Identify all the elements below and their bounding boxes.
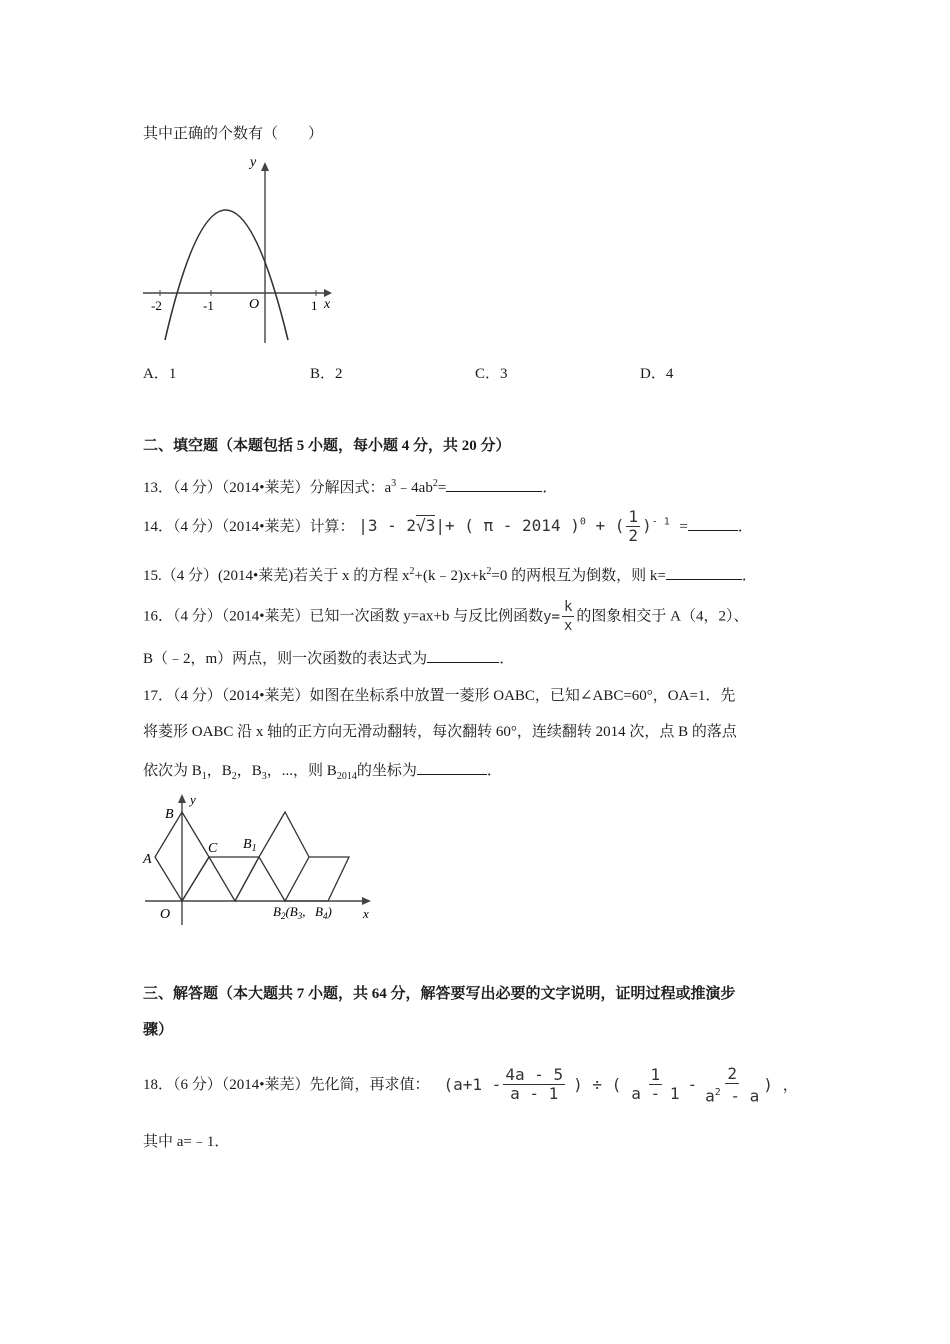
fig-label-a: A xyxy=(143,852,152,867)
choice-c[interactable]: C．3 xyxy=(475,366,508,382)
fig-label-b2b3: $B_2(B_3$, xyxy=(273,904,306,921)
choice-d[interactable]: D．4 xyxy=(640,366,674,382)
graph-tick-1: 1 xyxy=(311,298,318,313)
graph-y-label: y xyxy=(250,155,257,170)
q15: 15.（4 分）(2014•莱芜)若关于 x 的方程 $x^2+(k﹣2)x+k^2=0$ 的两根互为倒数，则 k= ． xyxy=(143,566,757,584)
x-axis-arrow xyxy=(324,289,332,297)
section3-heading-line2: 骤） xyxy=(143,1022,174,1038)
q15-answer-blank[interactable] xyxy=(666,565,742,580)
choice-a[interactable]: A．1 xyxy=(143,366,177,382)
fig-label-b1: $B_1$ xyxy=(243,837,257,854)
parabola-curve xyxy=(165,210,288,340)
q18-expression: (a+1 - $\frac{4a - 5}{a - 1}$ ) ÷ ( $\frac{1}{a - 1}$ - $\frac{2}{a^2 - a}$ ) ， xyxy=(443,1063,799,1106)
q13: 13．（4 分）（2014•莱芜）分解因式：$a^3﹣4ab^2=$ ． xyxy=(143,478,558,496)
q12-prompt: 其中正确的个数有（ ） xyxy=(143,126,324,142)
q13-answer-blank[interactable] xyxy=(446,477,542,492)
fig-label-b4: $B_4$) xyxy=(315,904,332,921)
graph-origin-label: O xyxy=(249,297,260,312)
q18-line1: 18．（6 分）（2014•莱芜）先化简，再求值： (a+1 - $\frac{4a - 5}{a - 1}$ ) ÷ ( $\frac{1}{a - 1}$ - $\frac{2}{a^2 - a}$ ) ， xyxy=(143,1063,799,1106)
rhombus-flip-2 xyxy=(259,812,309,901)
rhombus-flip-1 xyxy=(209,857,259,901)
q16-line2: B（﹣2，m）两点，则一次函数的表达式为 ． xyxy=(143,648,514,669)
q16-answer-blank[interactable] xyxy=(427,648,499,663)
fig-x-label: x xyxy=(363,906,369,921)
q14-answer-blank[interactable] xyxy=(688,516,738,531)
q17-answer-blank[interactable] xyxy=(417,760,487,775)
fig-label-o: O xyxy=(160,907,171,922)
section2-heading: 二、填空题（本题包括 5 小题，每小题 4 分，共 20 分） xyxy=(143,438,511,454)
y-axis-arrow xyxy=(261,162,269,171)
section3-heading-line1: 三、解答题（本大题共 7 小题，共 64 分，解答要写出必要的文字说明，证明过程或推演步 xyxy=(143,986,736,1002)
graph-x-label: x xyxy=(324,297,331,312)
q14: 14．（4 分）（2014•莱芜）计算： |3 - 2√3|+ ( π - 2014 )$^0$ + ( $\frac{1}{2}$ )$^{- 1}$ = ． xyxy=(143,507,753,545)
q16-function: y= $\frac{k}{x}$ xyxy=(543,599,573,634)
q17-line3: 依次为 $B_1$，$B_2$，$B_3$，...，则 $B_{2014}$的坐标为 ． xyxy=(143,760,502,787)
graph-tick-neg2: -2 xyxy=(151,298,162,313)
q17-line2: 将菱形 OABC 沿 x 轴的正方向无滑动翻转，每次翻转 60°，连续翻转 2014 次，点 B 的落点 xyxy=(143,724,737,740)
q18-line2: 其中 a=﹣1． xyxy=(143,1134,230,1150)
graph-tick-neg1: -1 xyxy=(203,298,214,313)
q17-line1: 17．（4 分）（2014•莱芜）如图在坐标系中放置一菱形 OABC，已知∠ABC=60°，OA=1．先 xyxy=(143,688,736,704)
choice-b[interactable]: B．2 xyxy=(310,366,343,382)
rhombus-flip-3 xyxy=(285,857,349,901)
q12-graph xyxy=(140,150,340,350)
q14-expression: |3 - 2√3|+ ( π - 2014 )$^0$ + ( $\frac{1}{2}$ )$^{- 1}$ xyxy=(358,507,670,545)
fig-y-label: y xyxy=(190,792,196,807)
fig-label-b: B xyxy=(165,807,174,822)
q17-figure xyxy=(140,790,380,930)
q16-line1: 16．（4 分）（2014•莱芜）已知一次函数 y=ax+b 与反比例函数y= $\frac{k}{x}$ 的图象相交于 A（4，2）、 xyxy=(143,599,749,634)
fig-label-c: C xyxy=(208,841,218,856)
